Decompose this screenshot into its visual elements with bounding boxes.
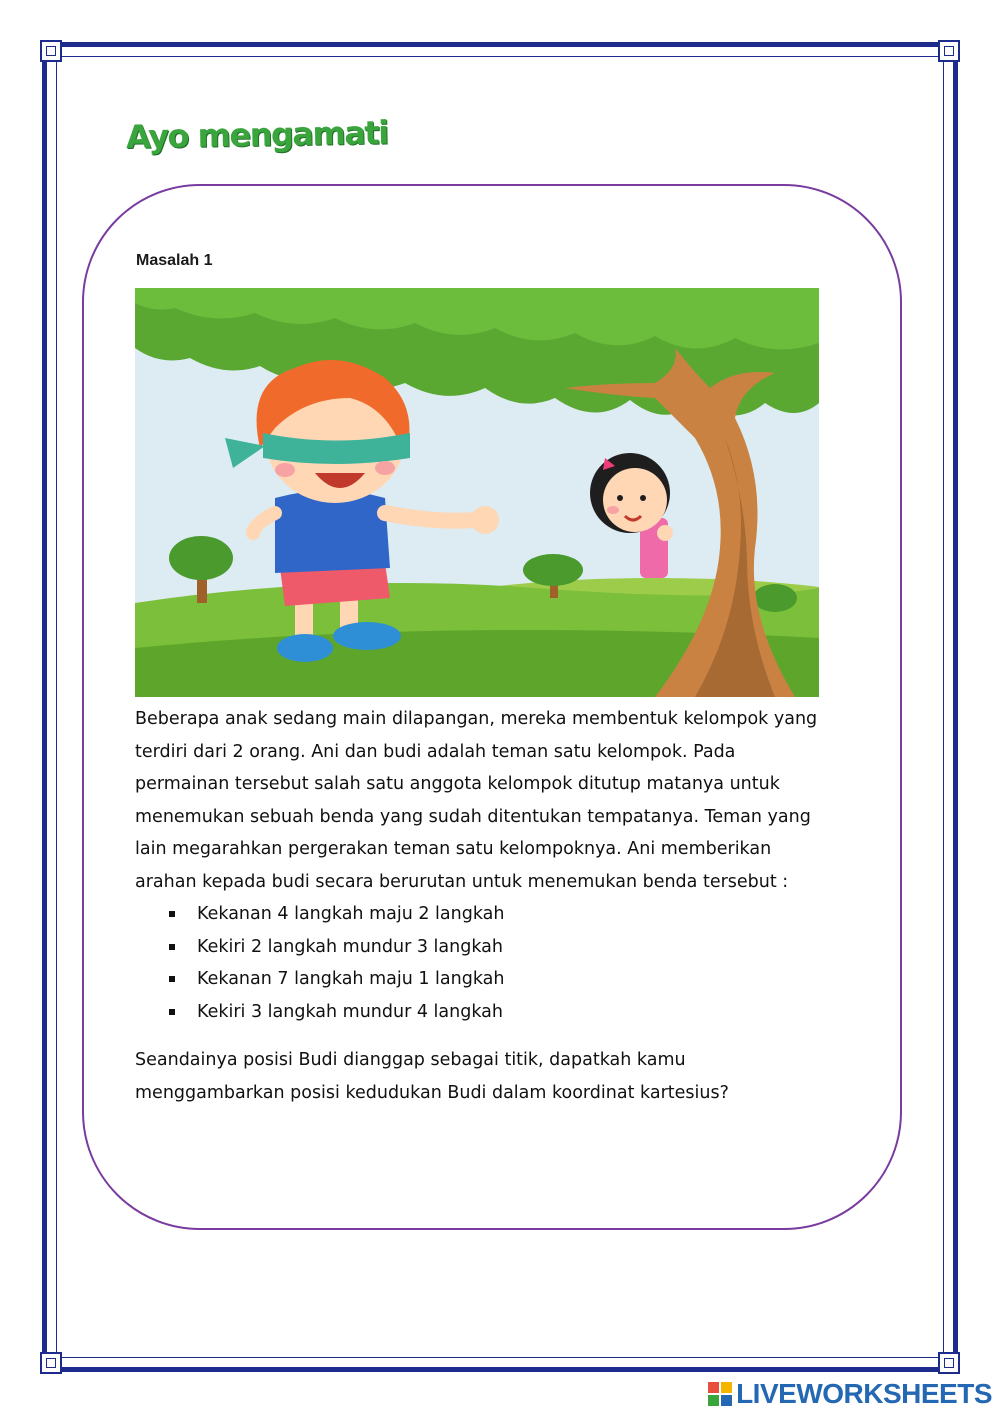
paragraph-line: arahan kepada budi secara berurutan untuk menemukan benda tersebut :	[135, 871, 789, 892]
paragraph-line: menemukan sebuah benda yang sudah ditentukan tempatanya. Teman yang	[135, 806, 811, 827]
problem-label: Masalah 1	[136, 252, 213, 269]
steps-list	[135, 898, 835, 1028]
section-title: Ayo mengamati	[125, 113, 388, 156]
bullet-square-icon	[169, 911, 175, 917]
question-line: menggambarkan posisi kedudukan Budi dalam koordinat kartesius?	[135, 1082, 729, 1103]
question-line: Seandainya posisi Budi dianggap sebagai titik, dapatkah kamu	[135, 1050, 686, 1070]
corner-ornament-top-right	[938, 40, 960, 62]
step-item	[135, 996, 835, 1029]
corner-ornament-bottom-right	[938, 1352, 960, 1374]
step-item	[135, 898, 835, 931]
bullet-square-icon	[169, 944, 175, 950]
liveworksheets-logo[interactable]	[708, 1379, 992, 1409]
problem-text	[135, 703, 835, 1109]
step-item	[135, 931, 835, 964]
illustration-children-playing	[135, 288, 819, 697]
bullet-square-icon	[169, 976, 175, 982]
step-text: Kekiri 3 langkah mundur 4 langkah	[197, 1001, 503, 1022]
small-tree-right	[753, 584, 797, 612]
paragraph-line: lain megarahkan pergerakan teman satu kelompoknya. Ani memberikan	[135, 839, 772, 859]
step-text: Kekiri 2 langkah mundur 3 langkah	[197, 936, 503, 957]
paragraph-line: permainan tersebut salah satu anggota kelompok ditutup matanya untuk	[135, 774, 780, 794]
step-item	[135, 963, 835, 996]
paragraph-line: terdiri dari 2 orang. Ani dan budi adalah teman satu kelompok. Pada	[135, 741, 736, 762]
step-text: Kekanan 4 langkah maju 2 langkah	[197, 904, 505, 924]
paragraph-line: Beberapa anak sedang main dilapangan, mereka membentuk kelompok yang	[135, 709, 818, 729]
logo-text: LIVEWORKSHEETS	[736, 1378, 992, 1409]
bullet-square-icon	[169, 1009, 175, 1015]
corner-ornament-top-left	[40, 40, 62, 62]
step-text: Kekanan 7 langkah maju 1 langkah	[197, 969, 505, 989]
corner-ornament-bottom-left	[40, 1352, 62, 1374]
logo-squares-icon	[708, 1382, 732, 1406]
